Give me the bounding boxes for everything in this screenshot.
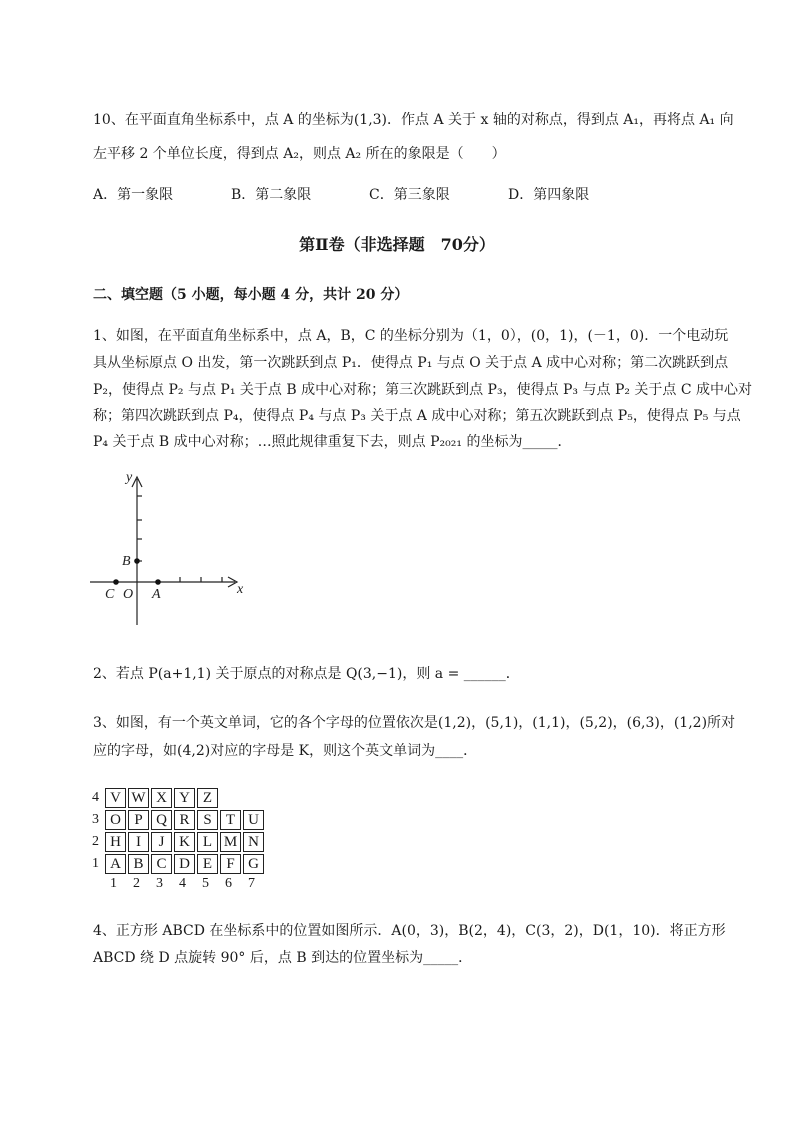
q1-line2: 具从坐标原点 O 出发，第一次跳跃到点 P₁．使得点 P₁ 与点 O 关于点 A 成中心对称；第二次跳跃到点 bbox=[93, 355, 729, 371]
q2-text: 2、若点 P(a+1,1) 关于原点的对称点是 Q(3,−1)，则 a = ______． bbox=[93, 666, 520, 682]
grid-cell: K bbox=[174, 832, 195, 852]
q4-line1: 4、正方形 ABCD 在坐标系中的位置如图所示．A(0，3)，B(2，4)，C(3，2)，D(1，10)．将正方形 bbox=[93, 923, 726, 939]
grid-cell: S bbox=[197, 810, 218, 830]
grid-cell: I bbox=[128, 832, 149, 852]
grid-cell: U bbox=[243, 810, 264, 830]
label-b: B bbox=[122, 554, 131, 569]
grid-cell: D bbox=[174, 854, 195, 874]
grid-cell: O bbox=[105, 810, 126, 830]
grid-cell: Y bbox=[174, 788, 195, 808]
q1-line3: P₂，使得点 P₂ 与点 P₁ 关于点 B 成中心对称；第三次跳跃到点 P₃，使得点 P₃ 与点 P₂ 关于点 C 成中心对 bbox=[93, 382, 753, 398]
point-a bbox=[155, 579, 161, 585]
grid-cell: L bbox=[197, 832, 218, 852]
q10-line1: 10、在平面直角坐标系中，点 A 的坐标为(1,3)．作点 A 关于 x 轴的对称点，得到点 A₁，再将点 A₁ 向 bbox=[93, 112, 734, 128]
q10-option-d: D．第四象限 bbox=[508, 187, 590, 203]
grid-cell: B bbox=[128, 854, 149, 874]
q3-line2: 应的字母，如(4,2)对应的字母是 K，则这个英文单词为____． bbox=[93, 743, 478, 759]
row-number: 4 bbox=[92, 790, 99, 805]
column-number: 3 bbox=[156, 876, 163, 891]
column-number: 2 bbox=[133, 876, 140, 891]
q1-line4: 称；第四次跳跃到点 P₄，使得点 P₄ 与点 P₃ 关于点 A 成中心对称；第五次跳跃到点 P₅，使得点 P₅ 与点 bbox=[93, 408, 741, 424]
section2-heading: 二、填空题（5 小题，每小题 4 分，共计 20 分） bbox=[93, 287, 409, 303]
point-c bbox=[113, 579, 119, 585]
q4-line2: ABCD 绕 D 点旋转 90° 后，点 B 到达的位置坐标为_____． bbox=[93, 950, 473, 966]
column-number: 1 bbox=[110, 876, 117, 891]
q10-option-c: C．第三象限 bbox=[369, 187, 450, 203]
grid-cell: R bbox=[174, 810, 195, 830]
grid-cell: G bbox=[243, 854, 264, 874]
row-number: 1 bbox=[92, 856, 99, 871]
grid-cell: X bbox=[151, 788, 172, 808]
column-number: 7 bbox=[248, 876, 255, 891]
label-x: x bbox=[237, 582, 244, 597]
q1-line5: P₄ 关于点 B 成中心对称；…照此规律重复下去，则点 P₂₀₂₁ 的坐标为_____． bbox=[93, 434, 572, 450]
label-c: C bbox=[105, 587, 115, 602]
grid-cell: M bbox=[220, 832, 241, 852]
grid-cell: P bbox=[128, 810, 149, 830]
part2-title: 第Ⅱ卷（非选择题 70分） bbox=[299, 235, 495, 254]
q10-option-b: B．第二象限 bbox=[231, 187, 312, 203]
label-y: y bbox=[126, 470, 133, 485]
grid-cell: Z bbox=[197, 788, 218, 808]
row-number: 2 bbox=[92, 834, 99, 849]
grid-cell: W bbox=[128, 788, 149, 808]
q1-line1: 1、如图，在平面直角坐标系中，点 A，B，C 的坐标分别为（1，0），(0，1)，(－1，0)．一个电动玩 bbox=[93, 328, 729, 344]
grid-cell: V bbox=[105, 788, 126, 808]
column-number: 6 bbox=[225, 876, 232, 891]
grid-cell: H bbox=[105, 832, 126, 852]
grid-cell: T bbox=[220, 810, 241, 830]
label-o: O bbox=[123, 587, 134, 602]
row-number: 3 bbox=[92, 812, 99, 827]
q3-line1: 3、如图，有一个英文单词，它的各个字母的位置依次是(1,2)，(5,1)，(1,1)，(5,2)，(6,3)，(1,2)所对 bbox=[93, 715, 736, 731]
point-b bbox=[134, 558, 140, 564]
grid-cell: J bbox=[151, 832, 172, 852]
q3-letter-grid bbox=[92, 788, 272, 892]
column-number: 5 bbox=[202, 876, 209, 891]
grid-cell: A bbox=[105, 854, 126, 874]
grid-cell: C bbox=[151, 854, 172, 874]
column-number: 4 bbox=[179, 876, 186, 891]
q1-coordinate-figure bbox=[85, 465, 260, 635]
q10-option-a: A．第一象限 bbox=[93, 187, 174, 203]
grid-cell: N bbox=[243, 832, 264, 852]
grid-cell: E bbox=[197, 854, 218, 874]
grid-cell: F bbox=[220, 854, 241, 874]
q10-line2: 左平移 2 个单位长度，得到点 A₂，则点 A₂ 所在的象限是（ ） bbox=[93, 146, 506, 162]
label-a: A bbox=[152, 587, 161, 602]
grid-cell: Q bbox=[151, 810, 172, 830]
